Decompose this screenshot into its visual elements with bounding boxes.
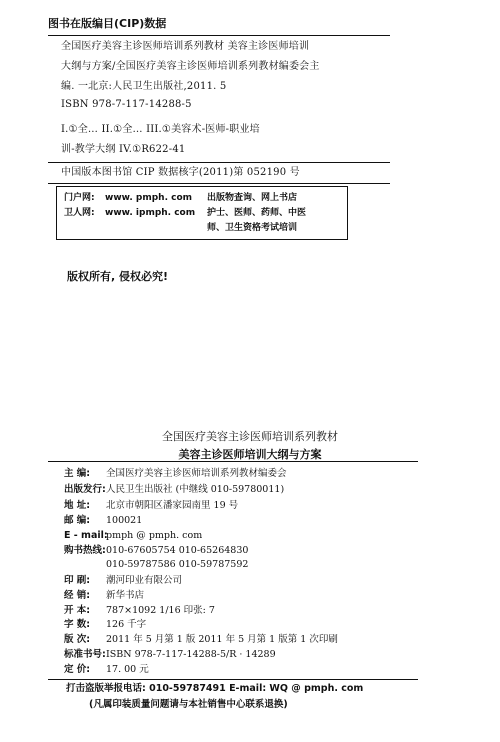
- price-label: 定 价:: [64, 664, 91, 675]
- cip-mid-rule: [48, 162, 390, 163]
- email-label: E - mail:: [64, 530, 108, 541]
- piracy-hotline: 打击盗版举报电话: 010-59787491 E-mail: WQ @ pmph. com: [66, 683, 364, 694]
- copyright-notice: 版权所有, 侵权必究!: [67, 270, 169, 283]
- portal-label: 门户网:: [64, 193, 95, 203]
- isbn-value: ISBN 978-7-117-14288-5/R · 14289: [106, 649, 276, 660]
- health-portal-label: 卫人网:: [64, 208, 95, 218]
- cip-line-1: 全国医疗美容主诊医师培训系列教材 美容主诊医师培训: [61, 41, 310, 52]
- editor-value: 全国医疗美容主诊医师培训系列教材编委会: [106, 468, 287, 479]
- health-portal-description-line-1: 护士、医师、药师、中医: [207, 208, 307, 218]
- word-count-value: 126 千字: [106, 619, 147, 630]
- sales-hotline-label: 购书热线:: [64, 545, 106, 556]
- format-value: 787×1092 1/16 印张: 7: [106, 605, 215, 616]
- health-portal-description-line-2: 师、卫生资格考试培训: [207, 223, 298, 233]
- cip-data-number: 中国版本图书馆 CIP 数据核字(2011)第 052190 号: [61, 167, 300, 178]
- sales-hotline-line-1: 010-67605754 010-65264830: [106, 545, 249, 556]
- printer-value: 潮河印业有限公司: [106, 575, 183, 586]
- postal-code-value: 100021: [106, 515, 143, 526]
- format-label: 开 本:: [64, 605, 91, 616]
- sales-hotline-line-2: 010-59787586 010-59787592: [106, 559, 249, 570]
- website-info-box: [56, 186, 348, 240]
- health-portal-url: www. ipmph. com: [105, 208, 196, 218]
- cip-line-6: 训-教学大纲 IV.①R622-41: [61, 144, 186, 155]
- publisher-label: 出版发行:: [64, 484, 106, 495]
- price-value: 17. 00 元: [106, 664, 149, 675]
- book-title: 美容主诊医师培训大纲与方案: [178, 448, 322, 461]
- isbn-label: 标准书号:: [64, 649, 106, 660]
- cip-line-3: 编. 一北京:人民卫生出版社,2011. 5: [61, 81, 227, 92]
- portal-description: 出版物查询、网上书店: [207, 193, 298, 203]
- cip-line-2: 大纲与方案/全国医疗美容主诊医师培训系列教材编委会主: [61, 61, 320, 72]
- address-label: 地 址:: [64, 500, 91, 511]
- portal-url: www. pmph. com: [105, 193, 193, 203]
- distributor-label: 经 销:: [64, 590, 91, 601]
- cip-isbn: ISBN 978-7-117-14288-5: [61, 99, 192, 110]
- cip-bottom-rule: [48, 183, 390, 184]
- word-count-label: 字 数:: [64, 619, 91, 630]
- cip-top-rule: [48, 35, 390, 36]
- address-value: 北京市朝阳区潘家园南里 19 号: [106, 500, 239, 511]
- colophon-bottom-rule: [48, 679, 418, 680]
- printer-label: 印 刷:: [64, 575, 91, 586]
- cip-heading: 图书在版编目(CIP)数据: [48, 17, 167, 30]
- colophon-top-rule: [48, 461, 418, 462]
- series-title: 全国医疗美容主诊医师培训系列教材: [162, 430, 338, 443]
- email-value: pmph @ pmph. com: [106, 530, 203, 541]
- cip-line-5: I.①全… II.①全… III.①美容术-医师-职业培: [61, 124, 260, 135]
- postal-code-label: 邮 编:: [64, 515, 91, 526]
- distributor-value: 新华书店: [106, 590, 145, 601]
- quality-note: (凡属印装质量问题请与本社销售中心联系退换): [89, 699, 288, 710]
- editor-label: 主 编:: [64, 468, 91, 479]
- publisher-value: 人民卫生出版社 (中继线 010-59780011): [106, 484, 285, 495]
- edition-label: 版 次:: [64, 634, 91, 645]
- edition-value: 2011 年 5 月第 1 版 2011 年 5 月第 1 版第 1 次印刷: [106, 634, 338, 645]
